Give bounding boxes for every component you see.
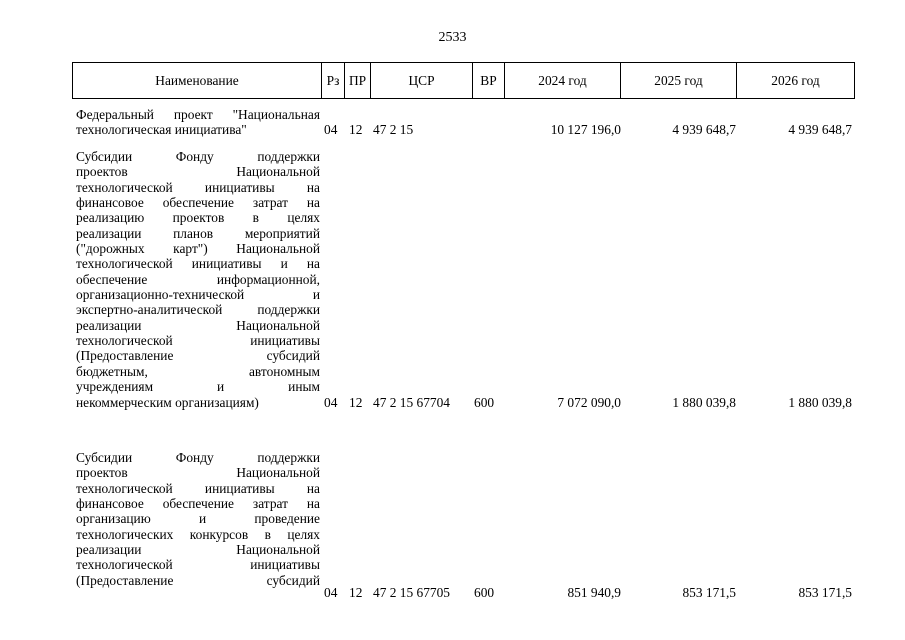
row-name-line: некоммерческим организациям) [76, 394, 259, 410]
row-2025: 853 171,5 [682, 585, 736, 600]
row-2026: 853 171,5 [798, 585, 852, 600]
row-csr: 47 2 15 [373, 122, 414, 138]
row-name-line: технологической инициативы [76, 333, 320, 349]
row-name-line: ("дорожных карт") Национальной [76, 241, 320, 257]
header-name: Наименование [73, 63, 322, 99]
row-pr: 12 [349, 394, 363, 410]
row-name-line: технологических конкурсов в целях [76, 526, 320, 542]
row-name-line: учреждениям и иным [76, 379, 320, 395]
row-name-line: Субсидии Фонду поддержки [76, 149, 320, 164]
row-name-line: (Предоставление субсидий [76, 348, 320, 364]
row-name-line: (Предоставление субсидий [76, 572, 320, 588]
row-name-line: технологической инициативы [76, 557, 320, 573]
header-2025: 2025 год [621, 63, 737, 99]
header-csr: ЦСР [371, 63, 473, 99]
row-vr: 600 [474, 585, 495, 600]
row-pr: 12 [349, 585, 363, 600]
row-2024: 851 940,9 [567, 585, 621, 600]
header-vr: ВР [473, 63, 505, 99]
header-rz: Рз [322, 63, 345, 99]
row-2025: 4 939 648,7 [672, 122, 736, 138]
row-name-line: реализации Национальной [76, 317, 320, 333]
row-vr: 600 [474, 394, 495, 410]
page-number: 2533 [438, 30, 467, 45]
row-pr: 12 [349, 122, 363, 138]
header-2024: 2024 год [505, 63, 621, 99]
row-name-line: финансовое обеспечение затрат на [76, 195, 320, 211]
row-name-line: технологической инициативы и на [76, 256, 320, 272]
row-name-line: технологическая инициатива" [76, 122, 247, 138]
header-pr: ПР [345, 63, 371, 99]
table-header [72, 62, 855, 99]
row-name-line: реализации Национальной [76, 542, 320, 558]
row-csr: 47 2 15 67704 [373, 394, 450, 410]
row-name-line: реализацию проектов в целях [76, 210, 320, 226]
row-rz: 04 [324, 585, 338, 600]
row-name-line: технологической инициативы на [76, 179, 320, 195]
row-name-line: бюджетным, автономным [76, 363, 320, 379]
row-name [76, 450, 320, 588]
row-name-line: реализации планов мероприятий [76, 225, 320, 241]
row-name-line: организацию и проведение [76, 511, 320, 527]
row-name [76, 107, 320, 138]
row-2025: 1 880 039,8 [672, 394, 736, 410]
row-rz: 04 [324, 122, 338, 138]
row-2026: 4 939 648,7 [788, 122, 852, 138]
row-name-line: проектов Национальной [76, 164, 320, 180]
row-rz: 04 [324, 394, 338, 410]
row-2026: 1 880 039,8 [788, 394, 852, 410]
row-2024: 7 072 090,0 [557, 394, 621, 410]
row-name-line: организационно-технической и [76, 287, 320, 303]
row-name-line: технологической инициативы на [76, 480, 320, 496]
header-2026: 2026 год [737, 63, 855, 99]
row-2024: 10 127 196,0 [550, 122, 621, 138]
row-name-line: обеспечение информационной, [76, 271, 320, 287]
row-name-line: проектов Национальной [76, 465, 320, 481]
row-name-line: Субсидии Фонду поддержки [76, 450, 320, 465]
row-name-line: Федеральный проект "Национальная [76, 107, 320, 122]
row-csr: 47 2 15 67705 [373, 585, 450, 600]
row-name-line: экспертно-аналитической поддержки [76, 302, 320, 318]
row-name-line: финансовое обеспечение затрат на [76, 496, 320, 512]
row-name [76, 149, 320, 410]
